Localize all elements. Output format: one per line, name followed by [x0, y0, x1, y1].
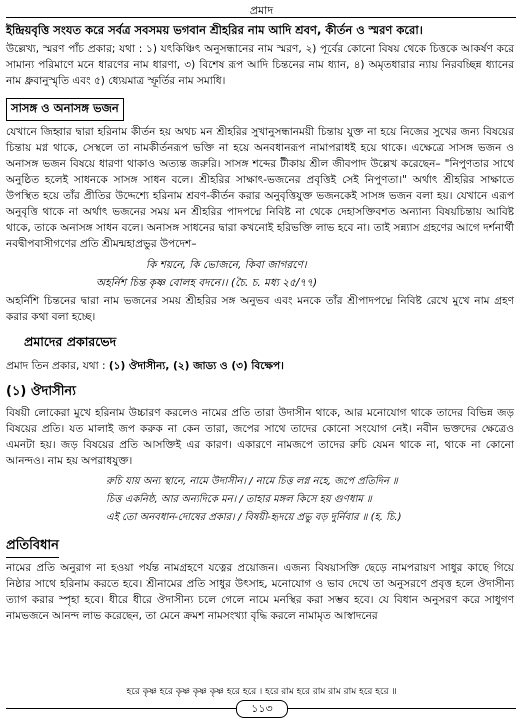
footer-mantra: হরে কৃষ্ণ হরে কৃষ্ণ কৃষ্ণ কৃষ্ণ হরে হরে । হরে রাম হরে রাম রাম রাম হরে হরে ॥ — [126, 687, 397, 697]
remedy-heading: প্রতিবিধান — [6, 536, 59, 558]
intro-lead: ইন্দ্রিয়বৃত্তি সংযত করে সর্বত্র সবসময় ভগবান শ্রীহরির নাম আদি শ্রবণ, কীর্তন ও স্মরণ করো। — [6, 23, 423, 37]
remedy-paragraph: নামের প্রতি অনুরাগ না হওয়া পর্যন্ত নামগ্রহণে যত্নের প্রয়োজন। এজন্য বিষয়াসক্তি ছেড়ে নামপরায়ণ সাধুর কাছে গিয়ে নিষ্ঠার সাথে হরিনাম করতে হবে। শ্রীনামের প্রতি সাধুর উৎসাহ, মনোযোগ ও ভাব দেখে তা অনুসরণে প্রবৃত্ত হলে ঔদাসীন্য ত্যাগ করার স্পৃহা হবে। ধীরে ধীরে ঔদাসীন্য চলে গেলে নামে মনস্থির করা সম্ভব হবে। যে বিধান অনুসরণ করে সাধুগণ নামভজনে আনন্দ লাভ করেছেন, তা মেনে ক্রমশ নামসংখ্যা বৃদ্ধি করলে নামামৃত আস্বাদনের — [6, 562, 514, 622]
intro-paragraph: উল্লেখ্য, স্মরণ পাঁচ প্রকার; যথা : ১) যৎকিঞ্চিৎ অনুসন্ধানের নাম স্মরণ, ২) পূর্বের কোনো বিষয় থেকে চিত্তকে আকর্ষণ করে সামান্য পরিমাণে মনে ধারণের নাম ধারণা, ৩) বিশেষ রূপ আদি চিন্তনের নাম ধ্যান, ৪) অমৃতধারার ন্যায় নিরবচ্ছিন্ন ধ্যানের নাম ধ্রুবানুস্মৃতি এবং ৫) ধ্যেয়মাত্র স্ফূর্তির নাম সমাধি। — [6, 43, 514, 87]
audasinya-paragraph: বিষয়ী লোকেরা মুখে হরিনাম উচ্চারণ করলেও নামের প্রতি তারা উদাসীন থাকে, আর মনোযোগ থাকে তাদের বিভিন্ন জড় বিষয়ের প্রতি। যত মালাই জপ করুক না কেন তারা, জপের সাথে তাদের কোনো সংযোগ নেই। নবীন ভক্তদের ক্ষেত্রেও এমনটা হয়। জড় বিষয়ের প্রতি আসক্তিই এর কারণ। একারণে নামজপে তাদের রুচি যেমন থাকে না, থাকে না কোনো আনন্দও। নাম হয় অপরাধযুক্ত। — [6, 407, 514, 467]
page-number: ১১৩ — [236, 700, 288, 718]
types-prefix: প্রমাদ তিন প্রকার, যথা : — [6, 360, 109, 372]
verse-line-1: কি শয়নে, কি ভোজনে, কিবা জাগরণে। — [146, 259, 307, 271]
running-header: প্রমাদ — [249, 4, 274, 17]
main-content — [6, 22, 514, 629]
audasinya-heading: (১) ঔদাসীন্য — [6, 384, 76, 399]
sanga-heading: সাসঙ্গ ও অনাসঙ্গ ভজন — [6, 98, 124, 121]
audasinya-verse-2: চিত্ত একনিষ্ঠ, আর অন্যদিকে মন। / তাহার মঙ্গল কিসে হয় গুণধাম ॥ — [106, 494, 372, 505]
sanga-paragraph-2: অহর্নিশি চিন্তনের দ্বারা নাম ভজনের সময় শ্রীহরির সঙ্গ অনুভব এবং মনকে তাঁর শ্রীপাদপদ্মে নিবিষ্ট রেখে মুখে নাম গ্রহণ করার কথা বলা হচ্ছে। — [6, 295, 514, 323]
types-list: (১) ঔদাসীন্য, (২) জাড্য ও (৩) বিক্ষেপ। — [108, 360, 284, 372]
sanga-paragraph: যেখানে জিহ্বার দ্বারা হরিনাম কীর্তন হয় অথচ মন শ্রীহরির সুখানুসন্ধানময়ী চিন্তায় যুক্ত না হয়ে নিজের সুখের জন্য বিষয়ের চিন্তায় মগ্ন থাকে, সেস্থলে তা নামকীর্তনরূপ ভক্তি না হয়ে অনবধানরূপ নামাপরাধই হয়ে থাকে। এক্ষেত্রে সাসঙ্গ ভজন ও অনাসঙ্গ ভজন বিষয়ে ধারণা থাকাও অত্যন্ত জরুরি। সাসঙ্গ শব্দের টীকায় শ্রীল জীবপাদ উল্লেখ করেছেন– "নিপুণতার সাথে অনুষ্ঠিত হলেই সাধনকে সাসঙ্গ সাধন বলে। শ্রীহরির সাক্ষাৎ-ভজনের প্রবৃত্তিই সেই নিপুণতা।" অর্থাৎ শ্রীহরির সাক্ষাতে উপস্থিত হয়ে তাঁর প্রীতির উদ্দেশ্যে হরিনাম শ্রবণ-কীর্তন করার অনুবৃত্তিযুক্ত ভজনকেই সাসঙ্গ ভজন বলা হয়। যেখানে এরূপ অনুবৃত্তি থাকে না অর্থাৎ ভজনের সময় মন শ্রীহরির পাদপদ্মে নিবিষ্ট না থেকে দেহাসক্তিবশত অন্যান্য বিষয়চিন্তায় আবিষ্ট থাকে, তাকে অনাসঙ্গ সাধন বলে। অনাসঙ্গ সাধনের দ্বারা কখনোই হরিভক্তি লাভ হবে না। তাই সন্ন্যাস গ্রহণের আগে দর্শনার্থী নবদ্বীপবাসীগণের প্রতি শ্রীমন্মহাপ্রভুর উপদেশ– — [6, 126, 514, 250]
audasinya-verse-1: রুচি যায় অন্য স্থানে, নামে উদাসীন। / নামে চিত্ত লগ্ন নহে, জপে প্রতিদিন ॥ — [106, 476, 398, 487]
header-rule — [6, 17, 516, 18]
types-paragraph — [6, 358, 514, 374]
audasinya-verse-3: এই তো অনবধান-দোষের প্রকার। / বিষয়ী-হৃদয়ে প্রভু বড় দুর্নিবার ॥ (হ. চি.) — [106, 512, 402, 523]
types-heading: প্রমাদের প্রকারভেদ — [24, 334, 117, 349]
verse-line-2: অহর্নিশ চিন্ত কৃষ্ণ বোলহ বদনে।। (চৈ. চ. মধ্য ২৫/৭৭) — [96, 277, 318, 289]
